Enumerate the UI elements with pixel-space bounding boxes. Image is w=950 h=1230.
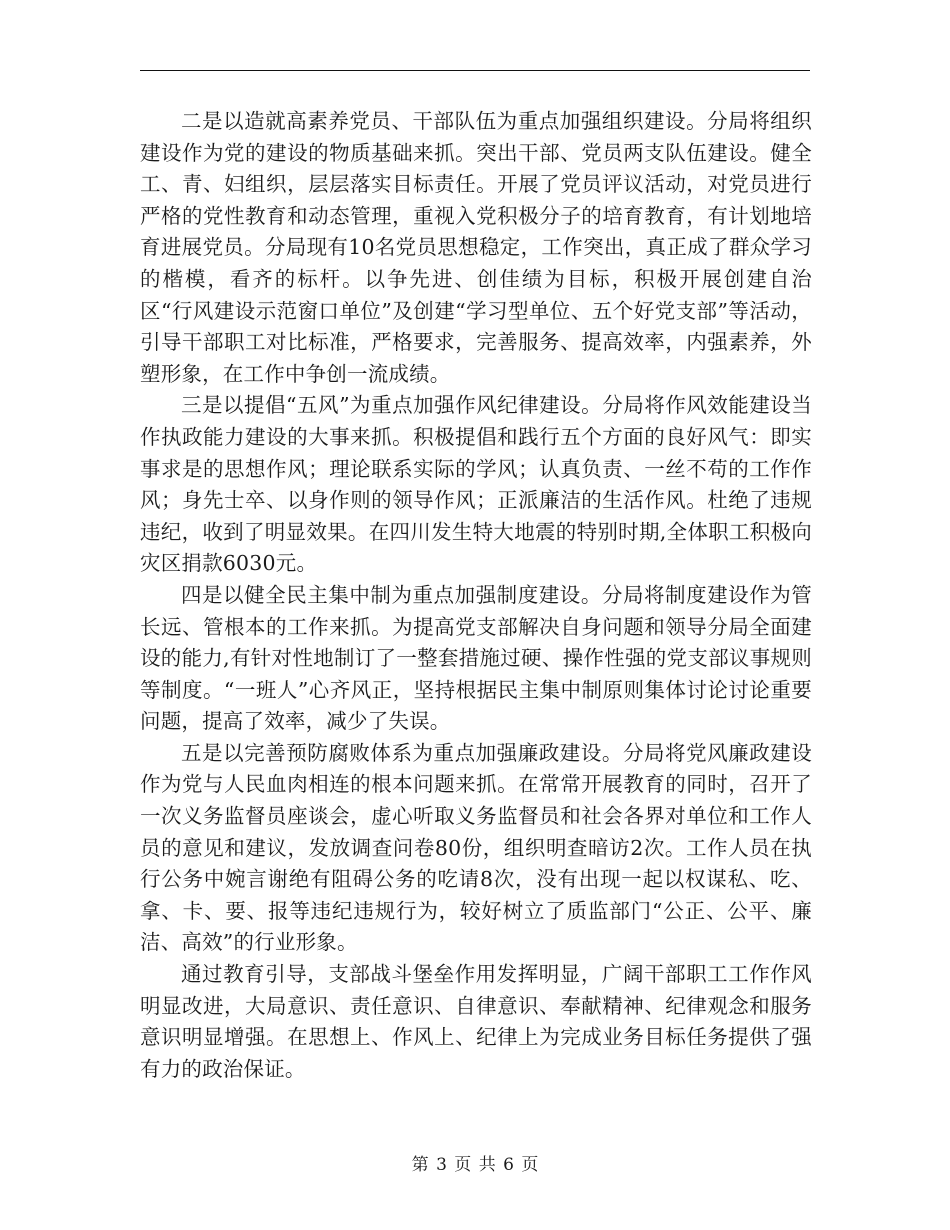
header-rule — [140, 70, 810, 71]
paragraph-clean-government: 五是以完善预防腐败体系为重点加强廉政建设。分局将党风廉政建设作为党与人民血肉相连的根本问题来抓。在常常开展教育的同时，召开了一次义务监督员座谈会，虚心听取义务监督员和社会各界对单位和工作人员的意见和建议，发放调查问卷80份，组织明查暗访2次。工作人员在执行公务中婉言谢绝有阻碍公务的吃请8次，没有出现一起以权谋私、吃、拿、卡、要、报等违纪违规行为，较好树立了质监部门“公正、公平、廉洁、高效”的行业形象。 — [140, 740, 812, 955]
page-number-footer: 第 3 页 共 6 页 — [411, 1155, 539, 1175]
paragraph-organization-building: 二是以造就高素养党员、干部队伍为重点加强组织建设。分局将组织建设作为党的建设的物质基础来抓。突出干部、党员两支队伍建设。健全工、青、妇组织，层层落实目标责任。开展了党员评议活动，对党员进行严格的党性教育和动态管理，重视入党积极分子的培育教育，有计划地培育进展党员。分局现有10名党员思想稳定，工作突出，真正成了群众学习的楷模，看齐的标杆。以争先进、创佳绩为目标，积极开展创建自治区“行风建设示范窗口单位”及创建“学习型单位、五个好党支部”等活动，引导干部职工对比标准，严格要求，完善服务、提高效率，内强素养，外塑形象，在工作中争创一流成绩。 — [140, 109, 812, 386]
paragraph-system-building: 四是以健全民主集中制为重点加强制度建设。分局将制度建设作为管长远、管根本的工作来抓。为提高党支部解决自身问题和领导分局全面建设的能力,有针对性地制订了一整套措施过硬、操作性强的党支部议事规则等制度。“一班人”心齐风正，坚持根据民主集中制原则集体讨论讨论重要问题，提高了效率，减少了失误。 — [140, 582, 812, 734]
document-body — [140, 106, 812, 1085]
paragraph-conclusion: 通过教育引导，支部战斗堡垒作用发挥明显，广阔干部职工工作作风明显改进，大局意识、责任意识、自律意识、奉献精神、纪律观念和服务意识明显增强。在思想上、作风上、纪律上为完成业务目标任务提供了强有力的政治保证。 — [140, 962, 812, 1081]
paragraph-work-style-discipline: 三是以提倡“五风”为重点加强作风纪律建设。分局将作风效能建设当作执政能力建设的大事来抓。积极提倡和践行五个方面的良好风气：即实事求是的思想作风；理论联系实际的学风；认真负责、一丝不苟的工作作风；身先士卒、以身作则的领导作风；正派廉洁的生活作风。杜绝了违规违纪，收到了明显效果。在四川发生特大地震的特别时期,全体职工积极向灾区捐款6030元。 — [140, 393, 812, 576]
